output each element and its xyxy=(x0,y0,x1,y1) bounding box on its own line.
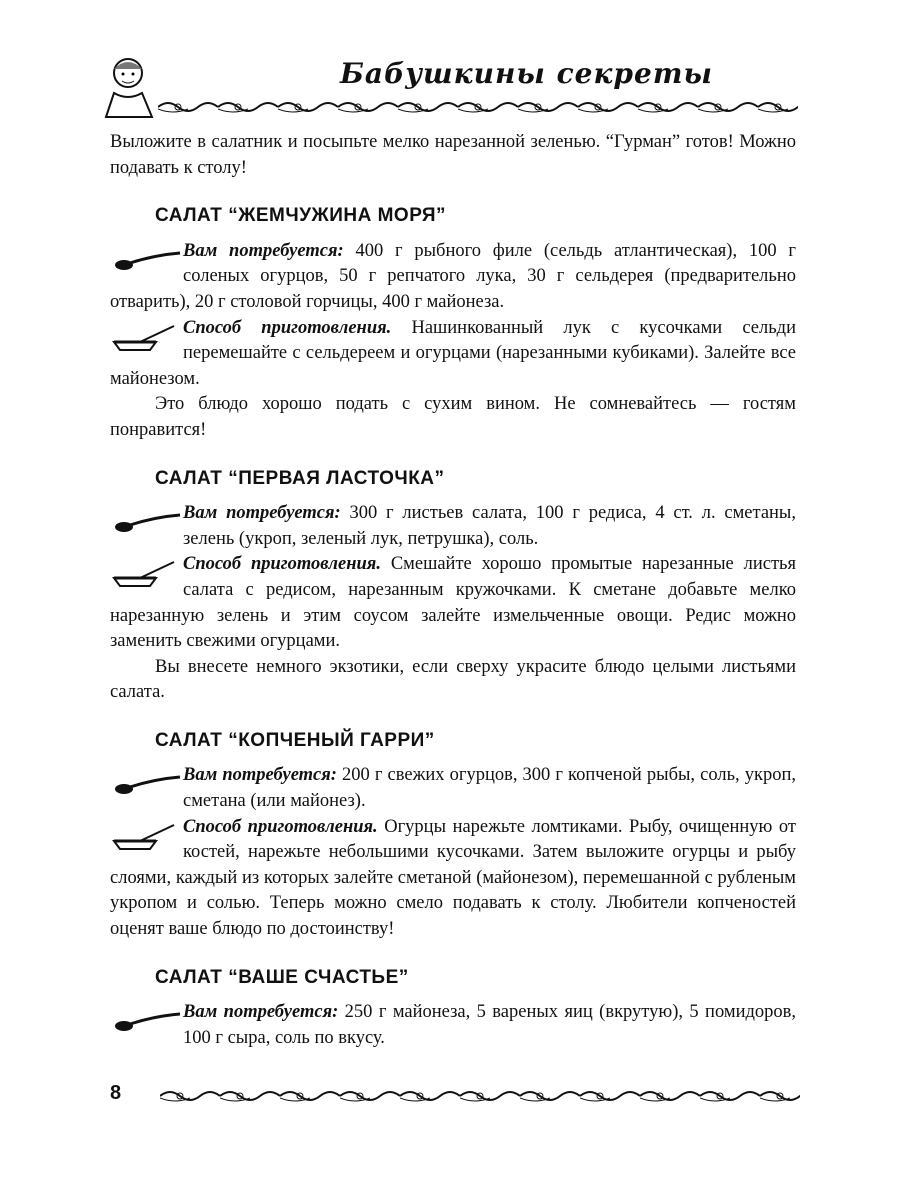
ingredients-text: 250 г майонеза, 5 вареных яиц (вкрутую), 5 помидоров, 100 г сыра, соль по вкусу. xyxy=(183,1002,796,1048)
ingredients-block xyxy=(110,501,796,552)
page-header xyxy=(100,55,800,120)
plate-icon xyxy=(110,556,183,600)
plate-icon xyxy=(110,819,183,863)
method-label: Способ приготовления. xyxy=(183,816,378,837)
ingredients-block xyxy=(110,239,796,316)
plate-icon xyxy=(110,320,183,364)
spoon-icon xyxy=(110,505,183,549)
ingredients-label: Вам потребуется: xyxy=(183,240,344,261)
note-paragraph: Это блюдо хорошо подать с сухим вином. Не сомневайтесь — гостям понравится! xyxy=(110,394,796,440)
method-text: Огурцы нарежьте ломтиками. Рыбу, очищенную от костей, нарежьте небольшими кусочками. Затем выложите огурцы и рыбу слоями, каждый из которых залейте сметаной (майонезом), перемешанной с рубленым укропом и солью. Теперь можно смело подавать к столу. Любители копченостей оценят ваше блюдо по достоинству! xyxy=(110,816,796,940)
page-body xyxy=(110,130,796,1051)
ingredients-block xyxy=(110,763,796,814)
method-text: Нашинкованный лук с кусочками сельди перемешайте с сельдереем и огурцами (нарезанными кубиками). Залейте все майонезом. xyxy=(110,317,796,389)
recipe-title: САЛАТ “ЖЕМЧУЖИНА МОРЯ” xyxy=(155,205,447,227)
recipe-title: САЛАТ “ВАШЕ СЧАСТЬЕ” xyxy=(155,966,409,988)
ingredients-text: 300 г листьев салата, 100 г редиса, 4 ст. л. сметаны, зелень (укроп, зеленый лук, петрушка), соль. xyxy=(183,503,796,549)
intro-paragraph: Выложите в салатник и посыпьте мелко нарезанной зеленью. “Гурман” готов! Можно подавать к столу! xyxy=(110,132,796,178)
method-block xyxy=(110,815,796,943)
page-number: 8 xyxy=(110,1082,122,1104)
method-label: Способ приготовления. xyxy=(183,554,381,575)
spoon-icon xyxy=(110,243,183,287)
footer-ornament xyxy=(160,1088,800,1104)
ingredients-label: Вам потребуется: xyxy=(183,1002,339,1023)
ingredients-label: Вам потребуется: xyxy=(183,765,337,786)
recipe-title: САЛАТ “КОПЧЕНЫЙ ГАРРИ” xyxy=(155,729,435,751)
method-block xyxy=(110,316,796,393)
method-block xyxy=(110,552,796,654)
note-paragraph: Вы внесете немного экзотики, если сверху украсите блюдо целыми листьями салата. xyxy=(110,656,796,703)
grandmother-portrait-icon xyxy=(100,55,156,119)
method-text: Смешайте хорошо промытые нарезанные листья салата с редисом, нарезанным кружочками. К сметане добавьте мелко нарезанную зелень и этим соусом залейте измельченные овощи. Редис можно заменить свежими огурцами. xyxy=(110,554,796,652)
method-label: Способ приготовления. xyxy=(183,317,392,338)
running-title: Бабушкины секреты xyxy=(340,57,713,90)
spoon-icon xyxy=(110,1004,183,1048)
header-ornament xyxy=(158,99,798,115)
recipe-title: САЛАТ “ПЕРВАЯ ЛАСТОЧКА” xyxy=(155,467,445,489)
ingredients-label: Вам потребуется: xyxy=(183,503,341,524)
ingredients-text: 200 г свежих огурцов, 300 г копченой рыбы, соль, укроп, сметана (или майонез). xyxy=(183,765,796,812)
ingredients-text: 400 г рыбного филе (сельдь атлантическая), 100 г соленых огурцов, 50 г репчатого лука, 30 г сельдерея (предварительно отварить), 20 г столовой горчицы, 400 г майонеза. xyxy=(110,240,796,312)
ingredients-block xyxy=(110,1000,796,1051)
spoon-icon xyxy=(110,767,183,811)
